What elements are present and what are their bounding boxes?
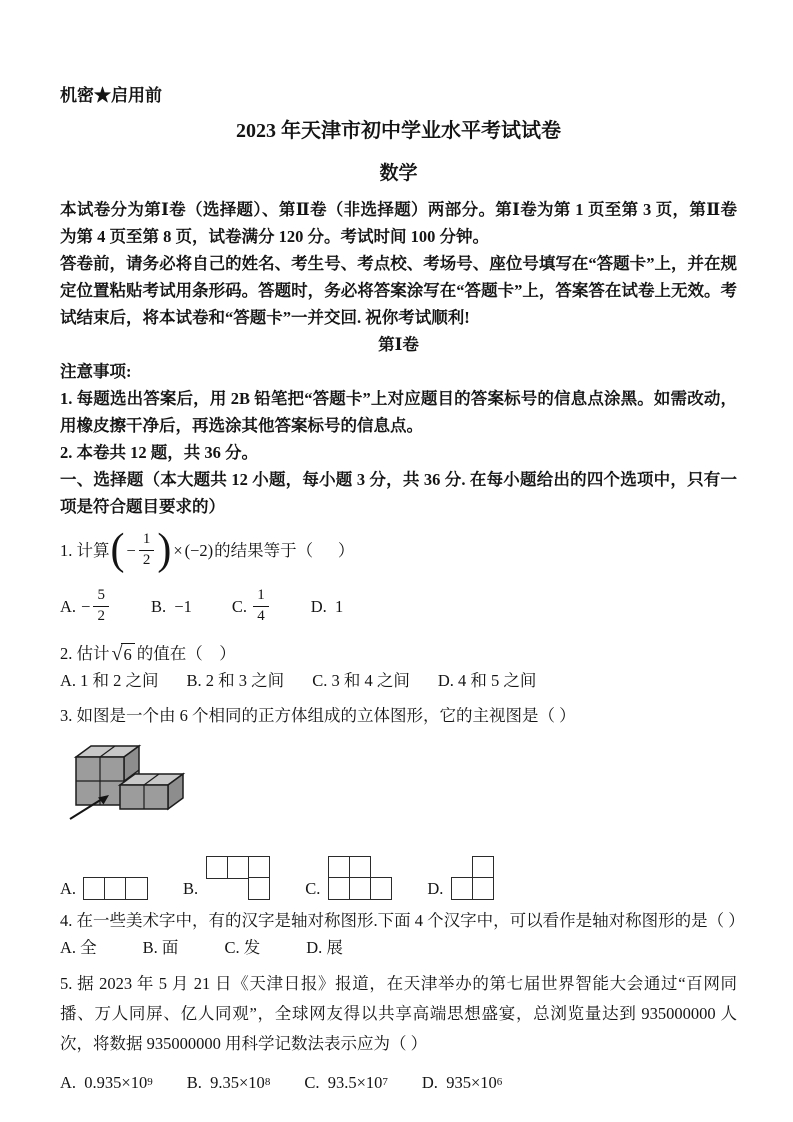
q2-option-b: B. 2 和 3 之间 — [186, 671, 285, 690]
fraction-five-halves: $\frac{5}{2}$ — [93, 587, 109, 625]
q1-option-c: C. $\frac{1}{4}$ — [232, 587, 271, 625]
q2-prefix: 2. 估计 — [60, 644, 110, 663]
notes-title: 注意事项: — [60, 362, 132, 381]
fraction-one-quarter: $\frac{1}{4}$ — [253, 587, 269, 625]
sqrt-six: √ 6 — [112, 643, 135, 665]
q5-option-c: C. 93.5×10 7 — [304, 1072, 388, 1092]
q1-factor: (−2) — [184, 540, 214, 560]
note-2: 2. 本卷共 12 题，共 36 分。 — [60, 443, 258, 462]
security-marking: 机密★启用前 — [60, 86, 162, 105]
q4-option-c: C. 发 — [224, 938, 261, 957]
q5-option-d: D. 935×10 6 — [421, 1072, 503, 1092]
cube-stack-figure — [62, 733, 212, 821]
question-2-options — [60, 667, 737, 694]
q1-option-b: B. −1 — [150, 596, 192, 616]
q3-option-c: C. — [305, 857, 391, 899]
q2-suffix: 的值在（ ） — [136, 644, 236, 663]
q4-option-b: B. 面 — [142, 938, 179, 957]
q2-option-c: C. 3 和 4 之间 — [312, 671, 410, 690]
shape-d-grid — [451, 857, 493, 899]
minus-sign: − — [126, 540, 136, 560]
question-1: 1. 计算 ( − $\frac{1}{2}$ ) × (−2) 的结果等于（ ） — [60, 525, 355, 575]
fraction-one-half: $\frac{1}{2}$ — [139, 531, 155, 569]
q5-option-b: B. 9.35×10 8 — [186, 1072, 271, 1092]
question-3-options — [60, 837, 737, 899]
question-1-options — [60, 581, 737, 631]
question-5-options — [60, 1067, 737, 1097]
q3-option-b: B. — [183, 857, 269, 899]
q1-option-d: D. 1 — [310, 596, 344, 616]
q4-option-a: A. 全 — [60, 938, 97, 957]
q1-option-a: A. − $\frac{5}{2}$ — [60, 587, 111, 625]
q3-option-a: A. — [60, 878, 147, 899]
times-sign: × — [173, 540, 183, 560]
section1-heading: 一、选择题（本大题共 12 小题，每小题 3 分，共 36 分. 在每小题给出的四个选项中，只有一项是符合题目要求的） — [60, 470, 737, 516]
question-4-options — [60, 934, 737, 961]
question-3: 3. 如图是一个由 6 个相同的正方体组成的立体图形，它的主视图是（ ） — [60, 706, 576, 725]
q2-option-d: D. 4 和 5 之间 — [437, 671, 537, 690]
q3-option-d: D. — [427, 857, 493, 899]
q1-suffix: 的结果等于（ ） — [214, 540, 355, 560]
subject-title: 数学 — [379, 163, 418, 184]
q2-option-a: A. 1 和 2 之间 — [60, 671, 159, 690]
question-5: 5. 据 2023 年 5 月 21 日《天津日报》报道，在天津举办的第七届世界智能大会通过“百网同播、万人同屏、亿人同观”，全球网友得以共享高端思想盛宴，总浏览量达到 935000000 人次，将数据 935000000 用科学记数法表示应为（ ） — [60, 974, 737, 1053]
question-2 — [60, 640, 737, 667]
exam-title: 2023 年天津市初中学业水平考试试卷 — [236, 120, 561, 142]
note-1: 1. 每题选出答案后，用 2B 铅笔把“答题卡”上对应题目的答案标号的信息点涂黑。如需改动，用橡皮擦干净后，再选涂其他答案标号的信息点。 — [60, 389, 737, 435]
answering-instructions-paragraph: 答卷前，请务必将自己的姓名、考生号、考点校、考场号、座位号填写在“答题卡”上，并在规定位置粘贴考试用条形码。答题时，务必将答案涂写在“答题卡”上，答案答在试卷上无效。考试结束后，将本试卷和“答题卡”一并交回. 祝你考试顺利! — [60, 254, 737, 327]
shape-a-grid — [84, 878, 147, 899]
shape-b-grid — [206, 857, 269, 899]
q1-prefix: 1. 计算 — [60, 540, 110, 560]
paper-structure-paragraph: 本试卷分为第Ⅰ卷（选择题）、第Ⅱ卷（非选择题）两部分。第Ⅰ卷为第 1 页至第 3 页，第Ⅱ卷为第 4 页至第 8 页，试卷满分 120 分。考试时间 100 分钟。 — [60, 200, 737, 246]
shape-c-grid — [328, 857, 391, 899]
part1-heading: 第Ⅰ卷 — [378, 335, 419, 354]
question-4: 4. 在一些美术字中，有的汉字是轴对称图形.下面 4 个汉字中，可以看作是轴对称图形的是（ ） — [60, 911, 745, 930]
q5-option-a: A. 0.935×10 9 — [60, 1072, 153, 1092]
q4-option-d: D. 展 — [306, 938, 343, 957]
